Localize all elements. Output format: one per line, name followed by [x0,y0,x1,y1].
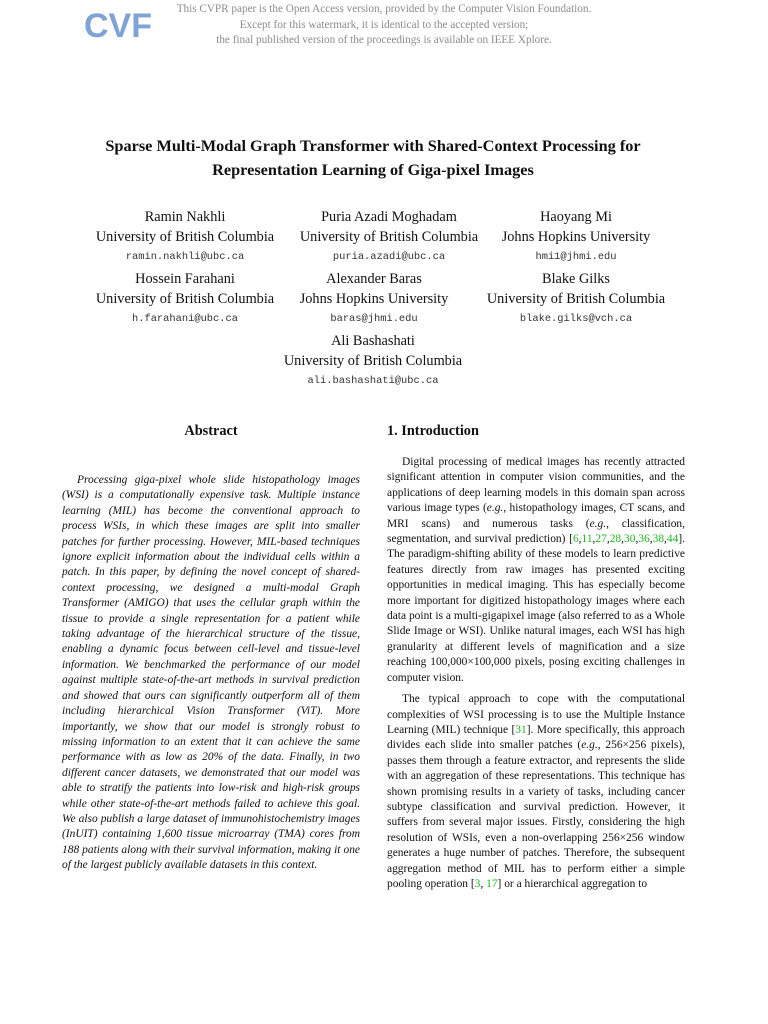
title-line-1: Sparse Multi-Modal Graph Transformer with Shared-Context Processing for [105,136,641,155]
citation-link[interactable]: 27 [595,533,607,546]
citation-link[interactable]: 44 [666,533,679,546]
watermark-line-2: Except for this watermark, it is identical to the accepted version; [239,18,529,31]
citation-link[interactable]: 36 [638,533,650,546]
text-segment: ]. More specifically, this approach divides each slide into smaller patches ( [387,723,685,752]
author-name: Haoyang Mi [540,209,612,225]
author-name: Blake Gilks [542,271,610,287]
text-segment: ]. The paradigm-shifting ability of these models to learn predictive features directly from raw images has presented exciting opportunities in medical imaging. This has especially become more important for digitized histopathology images where each data point is a multi-gigapixel image (also referred to as a Whole Slide Image or WSI). Unlike natural images, each WSI has high granularity at different levels of magnification and a size reaching 100,000×100,000 pixels, posing exciting challenges in computer vision. [387,533,685,684]
author-email: blake.gilks@vch.ca [519,313,633,325]
cvf-logo [82,4,152,45]
intro-paragraph-1: Digital processing of medical images has recently attracted significant attention in computer vision communities, and the applications of deep learning models in this domain span across various image types (e.g., histopathology images, CT scans, and MRI scans) and numerous tasks (e.g., classification, segmentation, and survival prediction) [6,11,27,28,30,36,38,44]. The paradigm-shifting ability of these models to learn predictive features directly from raw images has presented exciting opportunities in medical imaging. This has especially become more important for digitized histopathology images where each data point is a multi-gigapixel image (also referred to as a Whole Slide Image or WSI). Unlike natural images, each WSI has high granularity at different levels of magnification and a size reaching 100,000×100,000 pixels, posing exciting challenges in computer vision. [387,456,686,684]
author-block [476,208,676,265]
text-segment: The typical approach to cope with the computational complexities of WSI processing is to use the Multiple Instance Learning (MIL) technique [ [387,693,685,736]
author-block [461,270,691,327]
text-segment: Digital processing of medical images has recently attracted significant attention in computer vision communities, and the applications of deep learning models in this domain span across various image types ( [387,456,685,515]
author-affiliation: University of British Columbia [95,290,275,307]
citation-link[interactable]: 17 [486,877,498,890]
author-affiliation: University of British Columbia [299,228,479,245]
title-line-2: Representation Learning of Giga-pixel Images [212,159,534,179]
citation-link[interactable]: 38 [652,533,665,546]
author-name: Ramin Nakhli [144,209,226,225]
text-segment: , [480,877,487,890]
citation-link[interactable]: 31 [515,723,527,736]
author-affiliation: University of British Columbia [283,352,463,369]
text-segment: e.g. [486,502,504,515]
author-email: baras@jhmi.edu [330,313,418,325]
citation-link[interactable]: 28 [609,533,622,546]
author-name: Hossein Farahani [135,271,235,287]
watermark-line-1: This CVPR paper is the Open Access version, provided by the Computer Vision Foundation. [176,3,592,15]
author-email: puria.azadi@ubc.ca [332,251,446,263]
author-name: Puria Azadi Moghadam [321,209,457,225]
citation-link[interactable]: 6 [572,533,579,546]
text-segment: , 256×256 pixels), passes them through a feature extractor, and represents the slide with an aggregation of these representations. This technique has shown promising results in a variety of tasks, including cancer subtype classification and survival prediction. However, it suffers from several major issues. Firstly, considering the high resolution of WSIs, even a non-overlapping 256×256 window generates a huge number of patches. Therefore, the subsequent aggregation method of MIL has to perform either a simple pooling operation [ [387,739,685,890]
citation-link[interactable]: 3 [474,877,481,890]
text-segment: , histopathology images, CT scans, and MRI scans) and numerous tasks ( [387,502,685,530]
watermark-line-3: the final published version of the proceedings is available on IEEE Xplore. [216,34,552,47]
author-email: h.farahani@ubc.ca [131,313,238,325]
author-email: hmi1@jhmi.edu [535,251,617,263]
author-email: ali.bashashati@ubc.ca [307,375,439,387]
author-affiliation: Johns Hopkins University [501,228,651,245]
author-affiliation: University of British Columbia [95,228,275,245]
abstract-text: Processing giga-pixel whole slide histopathology images (WSI) is a computationally expensive task. Multiple instance learning (MIL) has become the conventional approach to process WSIs, in which these images are split into smaller patches for further processing. However, MIL-based techniques ignore explicit information about the individual cells within a patch. In this paper, by defining the novel concept of shared-context processing, we designed a multi-modal Graph Transformer (AMIGO) that uses the cellular graph within the tissue to provide a single representation for a patient while taking advantage of the hierarchical structure of the tissue, enabling a dynamic focus between cell-level and tissue-level information. We benchmarked the performance of our model against multiple state-of-the-art methods in survival prediction and showed that ours can significantly outperform all of them including hierarchical Vision Transformer (ViT). More importantly, we show that our model is strongly robust to missing information to an extent that it can achieve the same performance with as low as 20% of the data. Finally, in two different cancer datasets, we demonstrated that our model was able to stratify the patients into low-risk and high-risk groups while other state-of-the-art methods failed to achieve this goal. We also publish a large dataset of immunohistochemistry images (InUIT) containing 1,600 tissue microarray (TMA) cores from 188 patients along with their survival information, making it one of the largest publicly available datasets in this context. [62,474,360,872]
introduction-body [387,455,685,892]
author-email: ramin.nakhli@ubc.ca [125,251,245,263]
watermark [140,2,628,49]
text-segment: , classification, segmentation, and survival prediction) [ [387,517,686,546]
cvf-logo-text: CVF [84,7,152,45]
text-segment: e.g. [589,517,607,530]
abstract-body [62,473,360,874]
author-affiliation: Johns Hopkins University [299,290,449,307]
author-block [70,208,300,265]
paper-title [40,134,706,181]
intro-paragraph-2 [387,692,685,892]
author-affiliation: University of British Columbia [486,290,666,307]
author-name: Alexander Baras [326,271,422,287]
text-segment: e.g. [581,739,598,752]
introduction-heading: 1. Introduction [387,423,479,439]
author-block [274,270,474,327]
citation-link[interactable]: 30 [624,533,636,546]
author-block [258,332,488,389]
author-block [70,270,300,327]
author-name: Ali Bashashati [331,333,415,349]
text-segment: ] or a hierarchical aggregation to [497,877,648,890]
abstract-heading: Abstract [184,423,238,439]
citation-link[interactable]: 11 [581,533,593,546]
author-block [274,208,504,265]
